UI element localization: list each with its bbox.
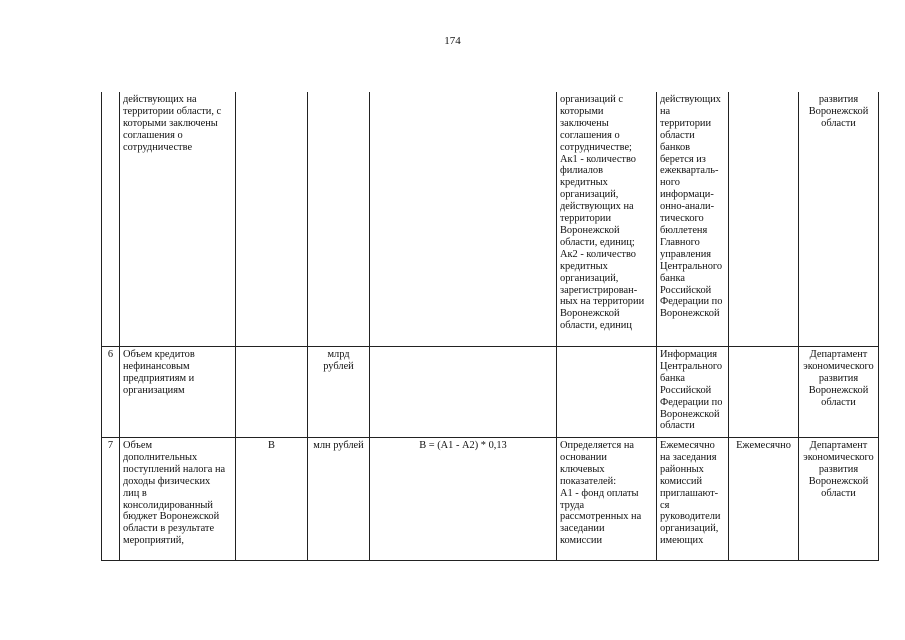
cell-text-line: на заседания [660, 451, 717, 463]
cell-text-line: Департамент [809, 349, 868, 360]
cell-text-line: Объем [123, 440, 153, 451]
formula-cell [370, 92, 557, 347]
cell-text-line: заключены [560, 117, 609, 129]
cell-text-line: соглашения о [123, 129, 183, 141]
cell-text-line: Воронежской [660, 308, 720, 320]
cell-text-line: развития [818, 372, 859, 384]
cell-text-line: труда [560, 499, 585, 511]
cell-text-line: Центрального [660, 260, 723, 272]
unit-cell [308, 438, 370, 561]
cell-text-line: развития [818, 94, 859, 105]
source-cell [657, 92, 729, 347]
method-cell [557, 92, 657, 347]
cell-text-line: Воронежской [808, 384, 869, 396]
cell-text-line: Федерации по [660, 296, 723, 308]
cell-text-line: области, единиц [560, 320, 632, 332]
symbol-cell [236, 92, 308, 347]
cell-text-line: области [660, 129, 695, 141]
cell-text-line: области [660, 420, 695, 432]
cell-text-line: действующих [660, 94, 721, 105]
cell-text-line: комиссий [660, 475, 702, 487]
cell-text-line: области [821, 396, 856, 408]
cell-text-line: кредитных [560, 177, 608, 189]
table-row [102, 347, 879, 438]
cell-text-line: Ежемесячно [660, 440, 715, 451]
cell-text-line: действующих на [560, 201, 634, 213]
indicator-name-cell [120, 347, 236, 438]
cell-text-line: области в результате [123, 523, 215, 535]
cell-text-line: районных [660, 463, 704, 475]
cell-text-line: банков [660, 141, 691, 153]
cell-text-line: руководители [660, 511, 721, 523]
cell-text-line: Главного [660, 236, 700, 248]
source-cell [657, 438, 729, 561]
period-cell: Ежемесячно [729, 438, 799, 561]
cell-text-line: организаций, [660, 523, 719, 535]
cell-text-line: Определяется на [560, 440, 635, 451]
table-row [102, 438, 879, 561]
cell-text-line: сотрудничестве; [560, 141, 632, 153]
cell-text-line: области [821, 117, 856, 129]
cell-text-line: тического [660, 213, 704, 225]
cell-text-line: Ак1 - количество [560, 153, 637, 165]
cell-text-line: консолидированный [123, 499, 213, 511]
cell-text-line: Федерации по [660, 396, 723, 408]
cell-text-line: области [821, 487, 856, 499]
cell-text-line: зарегистрирован- [560, 284, 638, 296]
cell-text-line: сотрудничестве [123, 141, 193, 153]
indicator-name-cell [120, 92, 236, 347]
cell-text-line: нефинансовым [123, 360, 190, 372]
indicator-name-cell [120, 438, 236, 561]
cell-text-line: Воронежской [560, 308, 620, 320]
cell-text-line: информаци- [660, 189, 714, 201]
cell-text-line: А1 - фонд оплаты [560, 487, 639, 499]
page-number: 174 [444, 35, 461, 47]
formula-cell [370, 347, 557, 438]
cell-text-line: Ак2 - количество [560, 248, 637, 260]
row-number-cell: 7 [102, 438, 120, 561]
cell-text-line: поступлений налога на [123, 463, 226, 475]
cell-text-line: мероприятий, [123, 535, 184, 547]
cell-text-line: доходы физических [123, 475, 211, 487]
cell-text-line: дополнительных [123, 451, 198, 463]
cell-text-line: кредитных [560, 260, 608, 272]
cell-text-line: ключевых [560, 463, 605, 475]
cell-text-line: Воронежской [660, 408, 720, 420]
method-cell [557, 438, 657, 561]
cell-text-line: которыми заключены [123, 117, 218, 129]
cell-text-line: которыми [560, 105, 604, 117]
cell-text-line: рублей [323, 360, 354, 372]
cell-text-line: млн рублей [313, 440, 364, 451]
cell-text-line: онно-анали- [660, 201, 715, 213]
cell-text-line: ных на территории [560, 296, 645, 308]
period-cell [729, 92, 799, 347]
cell-text-line: экономического [803, 451, 874, 463]
cell-text-line: Воронежской [808, 105, 869, 117]
responsible-cell [799, 92, 879, 347]
cell-text-line: организациям [123, 384, 185, 396]
cell-text-line: соглашения о [560, 129, 620, 141]
cell-text-line: бюллетеня [660, 224, 708, 236]
cell-text-line: экономического [803, 360, 874, 372]
cell-text-line: берется из [660, 153, 706, 165]
cell-text-line: ежекварталь- [660, 165, 719, 177]
cell-text-line: действующих на [123, 94, 197, 105]
cell-text-line: территории [560, 213, 612, 225]
unit-cell [308, 347, 370, 438]
cell-text-line: ся [660, 499, 670, 511]
cell-text-line: рассмотренных на [560, 511, 642, 523]
cell-text-line: Информация [660, 349, 718, 360]
indicator-table [101, 92, 879, 561]
responsible-cell [799, 347, 879, 438]
cell-text-line: приглашают- [660, 487, 719, 499]
cell-text-line: предприятиям и [123, 372, 195, 384]
source-cell [657, 347, 729, 438]
cell-text-line: управления [660, 248, 712, 260]
cell-text-line: Центрального [660, 360, 723, 372]
table-row [102, 92, 879, 347]
cell-text-line: на [660, 105, 671, 117]
cell-text-line: развития [818, 463, 859, 475]
cell-text-line: филиалов [560, 165, 604, 177]
formula-cell: В = (А1 - А2) * 0,13 [370, 438, 557, 561]
cell-text-line: территории [660, 117, 712, 129]
cell-text-line: показателей: [560, 475, 617, 487]
cell-text-line: области, единиц; [560, 236, 635, 248]
cell-text-line: Российской [660, 384, 712, 396]
responsible-cell [799, 438, 879, 561]
row-number-cell: 6 [102, 347, 120, 438]
cell-text-line: организаций, [560, 189, 619, 201]
cell-text-line: Объем кредитов [123, 349, 195, 360]
symbol-cell [236, 347, 308, 438]
cell-text-line: организаций, [560, 272, 619, 284]
cell-text-line: Воронежской [560, 224, 620, 236]
cell-text-line: млрд [327, 349, 350, 360]
cell-text-line: банка [660, 372, 685, 384]
unit-cell [308, 92, 370, 347]
cell-text-line: банка [660, 272, 685, 284]
cell-text-line: комиссии [560, 535, 602, 547]
cell-text-line: организаций с [560, 94, 623, 105]
period-cell [729, 347, 799, 438]
cell-text-line: основании [560, 451, 607, 463]
row-number-cell [102, 92, 120, 347]
method-cell [557, 347, 657, 438]
cell-text-line: имеющих [660, 535, 704, 547]
cell-text-line: заседании [560, 523, 605, 535]
cell-text-line: ного [660, 177, 680, 189]
cell-text-line: территории области, с [123, 105, 222, 117]
symbol-cell: В [236, 438, 308, 561]
cell-text-line: Воронежской [808, 475, 869, 487]
cell-text-line: Российской [660, 284, 712, 296]
cell-text-line: Департамент [809, 440, 868, 451]
cell-text-line: лиц в [123, 487, 147, 499]
cell-text-line: бюджет Воронежской [123, 511, 220, 523]
